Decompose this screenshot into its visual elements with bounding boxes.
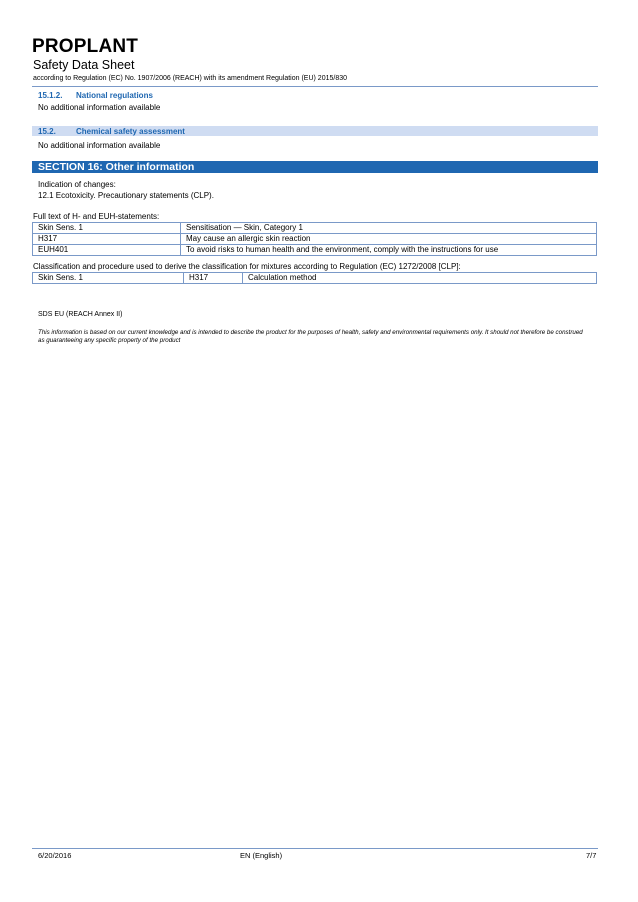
classification-label: Classification and procedure used to derive the classification for mixtures according to Regulation (EC) 1272/2008 [CLP]: [33, 262, 461, 271]
national-regulations-text: No additional information available [38, 103, 161, 112]
changes-label: Indication of changes: [38, 180, 116, 189]
statement-code: Skin Sens. 1 [33, 223, 181, 234]
subsection-title: Chemical safety assessment [76, 127, 185, 136]
classification-statement: H317 [184, 273, 243, 284]
classification-category: Skin Sens. 1 [33, 273, 184, 284]
footer-page-number: 7/7 [586, 851, 597, 860]
footer-divider [32, 848, 598, 849]
section-16-heading: SECTION 16: Other information [32, 161, 598, 173]
subsection-heading-15-1-2 [38, 91, 153, 100]
subsection-number: 15.1.2. [38, 91, 63, 100]
footer-date: 6/20/2016 [38, 851, 72, 860]
changes-text: 12.1 Ecotoxicity. Precautionary statements (CLP). [38, 191, 214, 200]
product-name: PROPLANT [32, 36, 139, 57]
subsection-title: National regulations [76, 91, 153, 100]
header-divider [32, 86, 598, 87]
classification-procedure: Calculation method [243, 273, 597, 284]
full-text-label: Full text of H- and EUH-statements: [33, 212, 160, 221]
chemical-safety-text: No additional information available [38, 141, 161, 150]
sds-reference: SDS EU (REACH Annex II) [38, 311, 123, 318]
regulation-line: according to Regulation (EC) No. 1907/2006 (REACH) with its amendment Regulation (EU) 2015/830 [33, 75, 347, 82]
h-statements-table [32, 222, 597, 256]
table-row [33, 234, 597, 245]
footer-language: EN (English) [240, 851, 283, 860]
subsection-heading-15-2 [38, 127, 185, 136]
table-row [33, 273, 597, 284]
table-row [33, 245, 597, 256]
statement-text: Sensitisation — Skin, Category 1 [181, 223, 597, 234]
statement-text: May cause an allergic skin reaction [181, 234, 597, 245]
statement-code: EUH401 [33, 245, 181, 256]
classification-table [32, 272, 597, 284]
document-title: Safety Data Sheet [33, 58, 135, 72]
subsection-number: 15.2. [38, 127, 56, 136]
disclaimer-text: This information is based on our current knowledge and is intended to describe the product for the purposes of health, safety and environmental requirements only. It should not therefore be construed as guaranteeing any specific property of the product [38, 329, 583, 344]
statement-text: To avoid risks to human health and the environment, comply with the instructions for use [181, 245, 597, 256]
statement-code: H317 [33, 234, 181, 245]
table-row [33, 223, 597, 234]
